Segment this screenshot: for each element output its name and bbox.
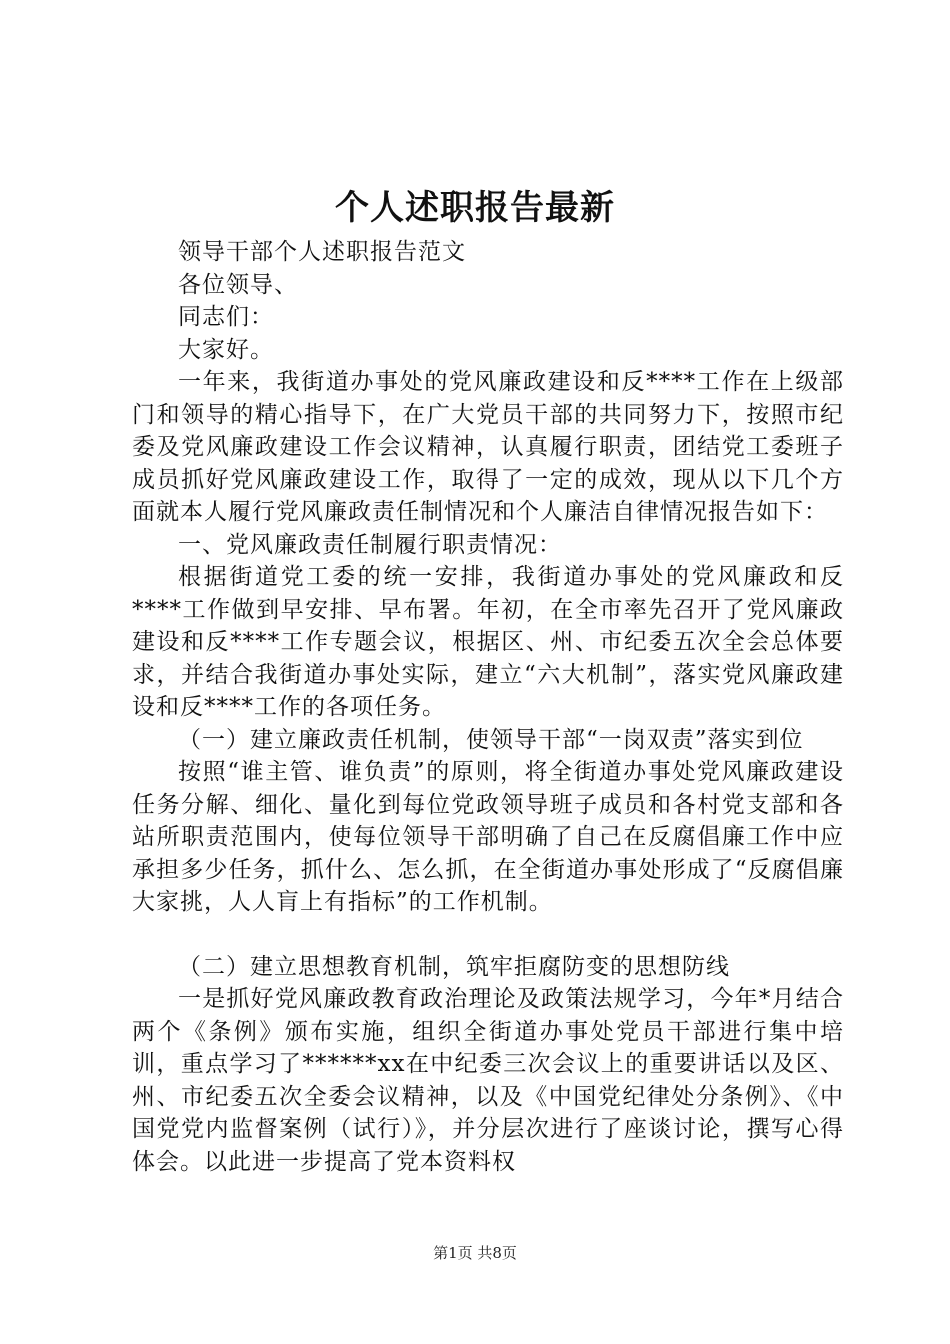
paragraph-salutation-comrades: 同志们：: [178, 304, 274, 330]
paragraph-greeting: 大家好。: [178, 336, 274, 363]
document-title: 个人述职报告最新: [335, 188, 615, 228]
section-heading-1: 一、党风廉政责任制履行职责情况：: [178, 531, 562, 558]
subsection-heading-2: （二）建立思想教育机制，筑牢拒腐防变的思想防线: [178, 953, 730, 980]
paragraph-intro: 一年来，我街道办事处的党风廉政建设和反****工作在上级部门和领导的精心指导下，在广大党员干部的共同努力下，按照市纪委及党风廉政建设工作会议精神，认真履行职责，团结党工委班子成员抓好党风廉政建设工作，取得了一定的成效，现从以下几个方面就本人履行党风廉政责任制情况和个人廉洁自律情况报告如下：: [132, 369, 844, 525]
page-footer: 第1页 共8页: [433, 1244, 517, 1262]
paragraph-subsection-1: 按照“谁主管、谁负责”的原则，将全街道办事处党风廉政建设任务分解、细化、量化到每位党政领导班子成员和各村党支部和各站所职责范围内，使每位领导干部明确了自己在反腐倡廉工作中应承担多少任务，抓什么、怎么抓，在全街道办事处形成了“反腐倡廉大家挑，人人肓上有指标”的工作机制。: [132, 759, 844, 915]
paragraph-subtitle: 领导干部个人述职报告范文: [178, 239, 466, 265]
document-body: [132, 236, 844, 1178]
paragraph-salutation-leaders: 各位领导、: [178, 271, 298, 298]
paragraph-subsection-2: 一是抓好党风廉政教育政治理论及政策法规学习，今年*月结合两个《条例》颁布实施，组织全街道办事处党员干部进行集中培训，重点学习了******xx在中纪委三次会议上的重要讲话以及区、州、市纪委五次全委会议精神，以及《中国党纪律处分条例》、《中国党党内监督案例（试行）》，并分层次进行了座谈讨论，撰写心得体会。以此进一步提高了党本资料权: [132, 986, 844, 1175]
subsection-heading-1: （一）建立廉政责任机制，使领导干部“一岗双责”落实到位: [178, 726, 804, 753]
paragraph-section-1: 根据街道党工委的统一安排，我街道办事处的党风廉政和反****工作做到早安排、早布署。年初，在全市率先召开了党风廉政建设和反****工作专题会议，根据区、州、市纪委五次全会总体要求，并结合我街道办事处实际，建立“六大机制”，落实党风廉政建设和反****工作的各项任务。: [132, 564, 844, 720]
